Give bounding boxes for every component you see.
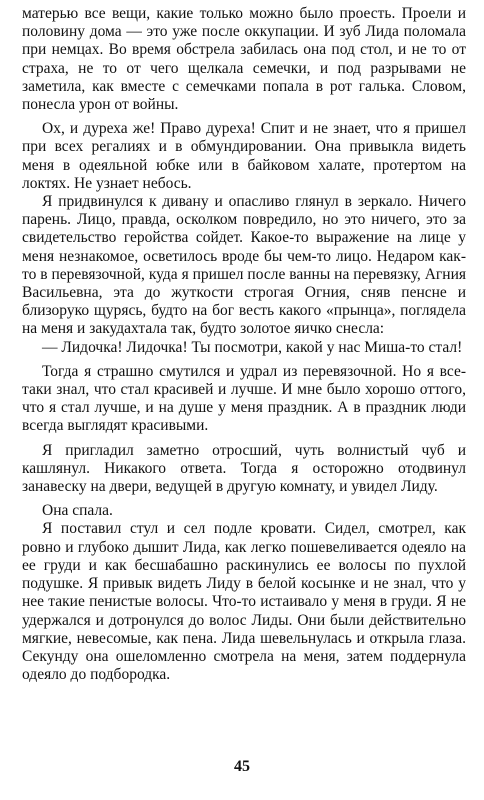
paragraph-2: Ох, и дуреха же! Право дуреха! Спит и не знает, что я пришел при всех регалиях и в обмундировании. Она привыкла видеть меня в одеяльной юбке или в байковом халате, протертом на локтях. Не узнает небось.	[22, 120, 466, 192]
paragraph-6: Я пригладил заметно отросший, чуть волнистый чуб и кашлянул. Никакого ответа. Тогда я осторожно отодвинул занавеску на двери, ведущей в другую комнату, и увидел Лиду.	[22, 441, 466, 496]
paragraph-5: Тогда я страшно смутился и удрал из перевязочной. Но я все-таки знал, что стал красивей и лучше. И мне было хорошо оттого, что я стал лучше, и на душе у меня праздник. А в праздник люди всегда выглядят красивыми.	[22, 362, 466, 435]
page-number: 45	[234, 758, 250, 775]
paragraph-7: Она спала.	[42, 502, 113, 520]
paragraph-3: Я придвинулся к дивану и опасливо глянул в зеркало. Ничего парень. Лицо, правда, осколком повредило, но это ничего, это за свидетельство геройства сойдет. Какое-то выражение на лице у меня незнакомое, осветилось вроде бы чем-то лицо. Недаром как-то в перевязочной, куда я пришел после ванны на перевязку, Агния Васильевна, эта до жуткости строгая Огния, сняв пенсне и близоруко щурясь, будто на бог весть какого «прынца», поглядела на меня и закудахтала так, будто золотое яичко снесла:	[22, 193, 466, 338]
paragraph-4-dialogue: — Лидочка! Лидочка! Ты посмотри, какой у нас Миша-то стал!	[42, 338, 463, 356]
book-page	[22, 5, 466, 795]
paragraph-8: Я поставил стул и сел подле кровати. Сидел, смотрел, как ровно и глубоко дышит Лида, как легко пошевеливается одеяло на ее груди и как бесшабашно раскинулись ее волосы по пухлой подушке. Я привык видеть Лиду в белой косынке и не знал, что у нее такие пенистые волосы. Что-то истаивало у меня в груди. Я не удержался и дотронулся до волос Лиды. Они были действительно мягкие, невесомые, как пена. Лида шевельнулась и открыла глаза. Секунду она ошеломленно смотрела на меня, затем поддернула одеяло до подбородка.	[22, 520, 466, 684]
paragraph-1: матерью все вещи, какие только можно было проесть. Проели и половину дома — это уже после оккупации. И зуб Лида поломала при немцах. Во время обстрела забилась она под стол, и не то от страха, не то от чего щелкала семечки, и под разрывами не заметила, как вместе с семечками попала в рот галька. Словом, понесла урон от войны.	[22, 5, 466, 114]
